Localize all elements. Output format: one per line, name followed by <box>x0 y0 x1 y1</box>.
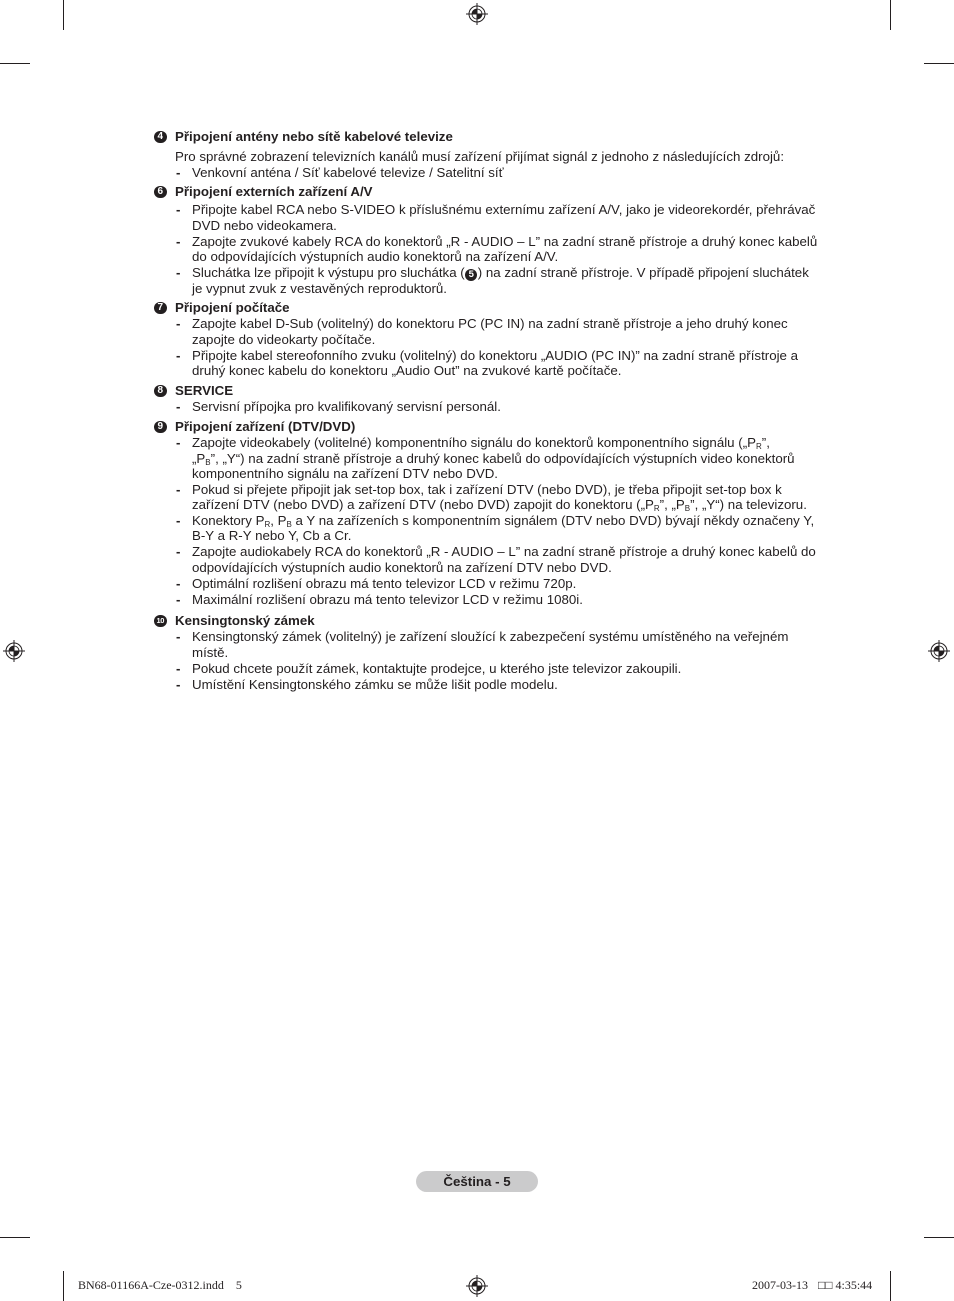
bullet-dash: - <box>176 202 181 218</box>
bullet-line: Umístění Kensingtonského zámku se může lišit podle modelu. <box>192 676 558 692</box>
inline-number-badge: 5 <box>465 269 477 281</box>
subscript-label: B <box>684 504 691 514</box>
section-kensington-lock <box>152 613 852 692</box>
page-number-label: Čeština - 5 <box>416 1171 538 1192</box>
bullet-dash: - <box>176 264 181 280</box>
slug-time-prefix: □□ <box>818 1278 833 1292</box>
bullet-line: Optimální rozlišení obrazu má tento televizor LCD v režimu 720p. <box>192 575 577 591</box>
bullet-dash: - <box>176 435 181 451</box>
subscript-label: R <box>756 442 762 452</box>
section-title: SERVICE <box>175 383 234 399</box>
bullet-dash: - <box>176 591 181 607</box>
bullet-line: zapojte do videokarty počítače. <box>192 331 376 347</box>
subscript-label: R <box>264 520 271 530</box>
bullet-text-segment: ”, <box>761 435 770 451</box>
bullet-item <box>152 482 852 513</box>
bullet-line: Připojte kabel RCA nebo S-VIDEO k příslušnému externímu zařízení A/V, jako je videorekordér, přehrávač <box>192 202 816 218</box>
bullet-dash: - <box>176 164 181 180</box>
bullet-dash: - <box>176 233 181 249</box>
registration-mark-icon <box>465 1274 489 1298</box>
bullet-item <box>152 234 852 265</box>
section-pc-connection <box>152 300 852 378</box>
bullet-item <box>152 661 852 676</box>
bullet-line: místě. <box>192 644 229 660</box>
bullet-item <box>152 165 852 180</box>
bullet-line <box>192 451 852 466</box>
bullet-item <box>152 435 852 481</box>
bullet-dash: - <box>176 347 181 363</box>
print-slug-timestamp <box>752 1278 872 1292</box>
section-title: Připojení antény nebo sítě kabelové televize <box>175 129 453 145</box>
bullet-line: odpovídajících výstupních audio konektorů na zařízení DTV nebo DVD. <box>192 559 612 575</box>
bullet-item <box>152 348 852 379</box>
bullet-line: Servisní přípojka pro kvalifikovaný servisní personál. <box>192 399 501 415</box>
bullet-item <box>152 316 852 347</box>
crop-mark <box>924 1237 954 1238</box>
bullet-text-segment: ”, „Y“) na zadní straně přístroje a druhý konec kabelů do odpovídajících výstupních video konektorů <box>210 450 795 466</box>
bullet-item <box>152 202 852 233</box>
bullet-dash: - <box>176 575 181 591</box>
bullet-item <box>152 576 852 591</box>
bullet-line <box>192 497 852 512</box>
bullet-text-segment: , P <box>270 513 287 529</box>
section-number-badge: 8 <box>154 385 167 398</box>
bullet-line: Zapojte zvukové kabely RCA do konektorů „R - AUDIO – L” na zadní straně přístroje a druhý konec kabelů <box>192 233 818 249</box>
bullet-dash: - <box>176 544 181 560</box>
crop-mark <box>63 1271 64 1301</box>
registration-mark-icon <box>2 639 26 663</box>
section-heading <box>152 383 852 398</box>
bullet-dash: - <box>176 660 181 676</box>
section-heading <box>152 300 852 315</box>
bullet-text-segment: ”, „Y“) na televizoru. <box>690 497 807 513</box>
subscript-label: B <box>286 520 292 530</box>
section-intro: Pro správné zobrazení televizních kanálů musí zařízení přijímat signál z jednoho z následujících zdrojů: <box>175 148 785 164</box>
bullet-item <box>152 513 852 544</box>
registration-mark-icon <box>927 639 951 663</box>
section-heading <box>152 419 852 434</box>
bullet-dash: - <box>176 513 181 529</box>
slug-time: 4:35:44 <box>835 1278 873 1292</box>
subscript-label: B <box>205 457 211 467</box>
bullet-line: Maximální rozlišení obrazu má tento televizor LCD v režimu 1080i. <box>192 591 583 607</box>
crop-mark <box>890 1271 891 1301</box>
bullet-item <box>152 399 852 414</box>
bullet-line: DVD nebo videokamera. <box>192 217 337 233</box>
section-number-badge: 10 <box>154 615 167 628</box>
bullet-dash: - <box>176 629 181 645</box>
bullet-line: je vypnut zvuk z vestavěných reproduktorů. <box>192 280 447 296</box>
bullet-line: Pokud chcete použít zámek, kontaktujte prodejce, u kterého jste televizor zakoupili. <box>192 660 682 676</box>
bullet-line: Pokud si přejete připojit jak set-top box, tak i zařízení DTV (nebo DVD), je třeba připojit set-top box k <box>192 481 782 497</box>
print-slug-file <box>78 1278 242 1292</box>
subscript-label: R <box>653 504 660 514</box>
section-title: Připojení zařízení (DTV/DVD) <box>175 419 356 435</box>
section-number-badge: 7 <box>154 302 167 315</box>
bullet-text-segment: a Y na zařízeních s komponentním signálem (DTV nebo DVD) bývají někdy označeny Y, <box>291 513 815 529</box>
section-title: Připojení počítače <box>175 300 290 316</box>
bullet-text-segment: ”, „P <box>659 497 685 513</box>
slug-date: 2007-03-13 <box>752 1278 808 1292</box>
bullet-text-segment: Konektory P <box>192 513 265 529</box>
bullet-dash: - <box>176 316 181 332</box>
section-heading <box>152 613 852 628</box>
bullet-item <box>152 629 852 660</box>
bullet-line <box>192 435 852 450</box>
bullet-item <box>152 592 852 607</box>
bullet-line: B-Y a R-Y nebo Y, Cb a Cr. <box>192 528 352 544</box>
section-number-badge: 9 <box>154 421 167 434</box>
section-title: Kensingtonský zámek <box>175 613 315 629</box>
bullet-text-segment: „P <box>192 450 206 466</box>
slug-page: 5 <box>235 1278 242 1292</box>
crop-mark <box>0 1237 30 1238</box>
bullet-item <box>152 544 852 575</box>
bullet-line: Venkovní anténa / Síť kabelové televize / Satelitní síť <box>192 164 504 180</box>
bullet-item <box>152 677 852 692</box>
bullet-line: druhý konec kabelu do konektoru „Audio Out” na zvukové kartě počítače. <box>192 362 622 378</box>
section-service <box>152 383 852 414</box>
section-antenna-connection <box>152 129 852 180</box>
bullet-dash: - <box>176 481 181 497</box>
section-external-av <box>152 184 852 296</box>
crop-mark <box>63 0 64 30</box>
bullet-line: Zapojte kabel D-Sub (volitelný) do konektoru PC (PC IN) na zadní straně přístroje a jeho druhý konec <box>192 316 788 332</box>
crop-mark <box>0 63 30 64</box>
bullet-line: komponentního signálu na zařízení DTV nebo DVD. <box>192 465 499 481</box>
bullet-text-segment: zařízení DTV (nebo DVD) a zařízení DTV (nebo DVD) zapojit do konektoru („P <box>192 497 654 513</box>
bullet-line <box>192 265 852 281</box>
bullet-text-segment: ) na zadní straně přístroje. V případě připojení sluchátek <box>477 264 809 280</box>
bullet-line: Kensingtonský zámek (volitelný) je zařízení sloužící k zabezpečení systému umístěného na veřejném <box>192 629 789 645</box>
crop-mark <box>924 63 954 64</box>
bullet-text-segment: Zapojte videokabely (volitelné) komponentního signálu do konektorů komponentního signálu („P <box>192 435 756 451</box>
crop-mark <box>890 0 891 30</box>
section-heading <box>152 129 852 144</box>
section-title: Připojení externích zařízení A/V <box>175 184 373 200</box>
bullet-line <box>192 513 852 528</box>
bullet-text-segment: Sluchátka lze připojit k výstupu pro sluchátka ( <box>192 264 465 280</box>
section-number-badge: 4 <box>154 131 167 144</box>
bullet-item <box>152 265 852 296</box>
bullet-line: do odpovídajících výstupních audio konektorů na zařízení A/V. <box>192 248 559 264</box>
section-dtv-dvd <box>152 419 852 607</box>
section-heading <box>152 184 852 199</box>
section-number-badge: 6 <box>154 186 167 199</box>
registration-mark-icon <box>465 2 489 26</box>
bullet-dash: - <box>176 399 181 415</box>
bullet-line: Připojte kabel stereofonního zvuku (volitelný) do konektoru „AUDIO (PC IN)” na zadní straně přístroje a <box>192 347 799 363</box>
bullet-dash: - <box>176 676 181 692</box>
slug-filename: BN68-01166A-Cze-0312.indd <box>78 1278 224 1292</box>
bullet-line: Zapojte audiokabely RCA do konektorů „R - AUDIO – L” na zadní straně přístroje a druhý konec kabelů do <box>192 544 816 560</box>
